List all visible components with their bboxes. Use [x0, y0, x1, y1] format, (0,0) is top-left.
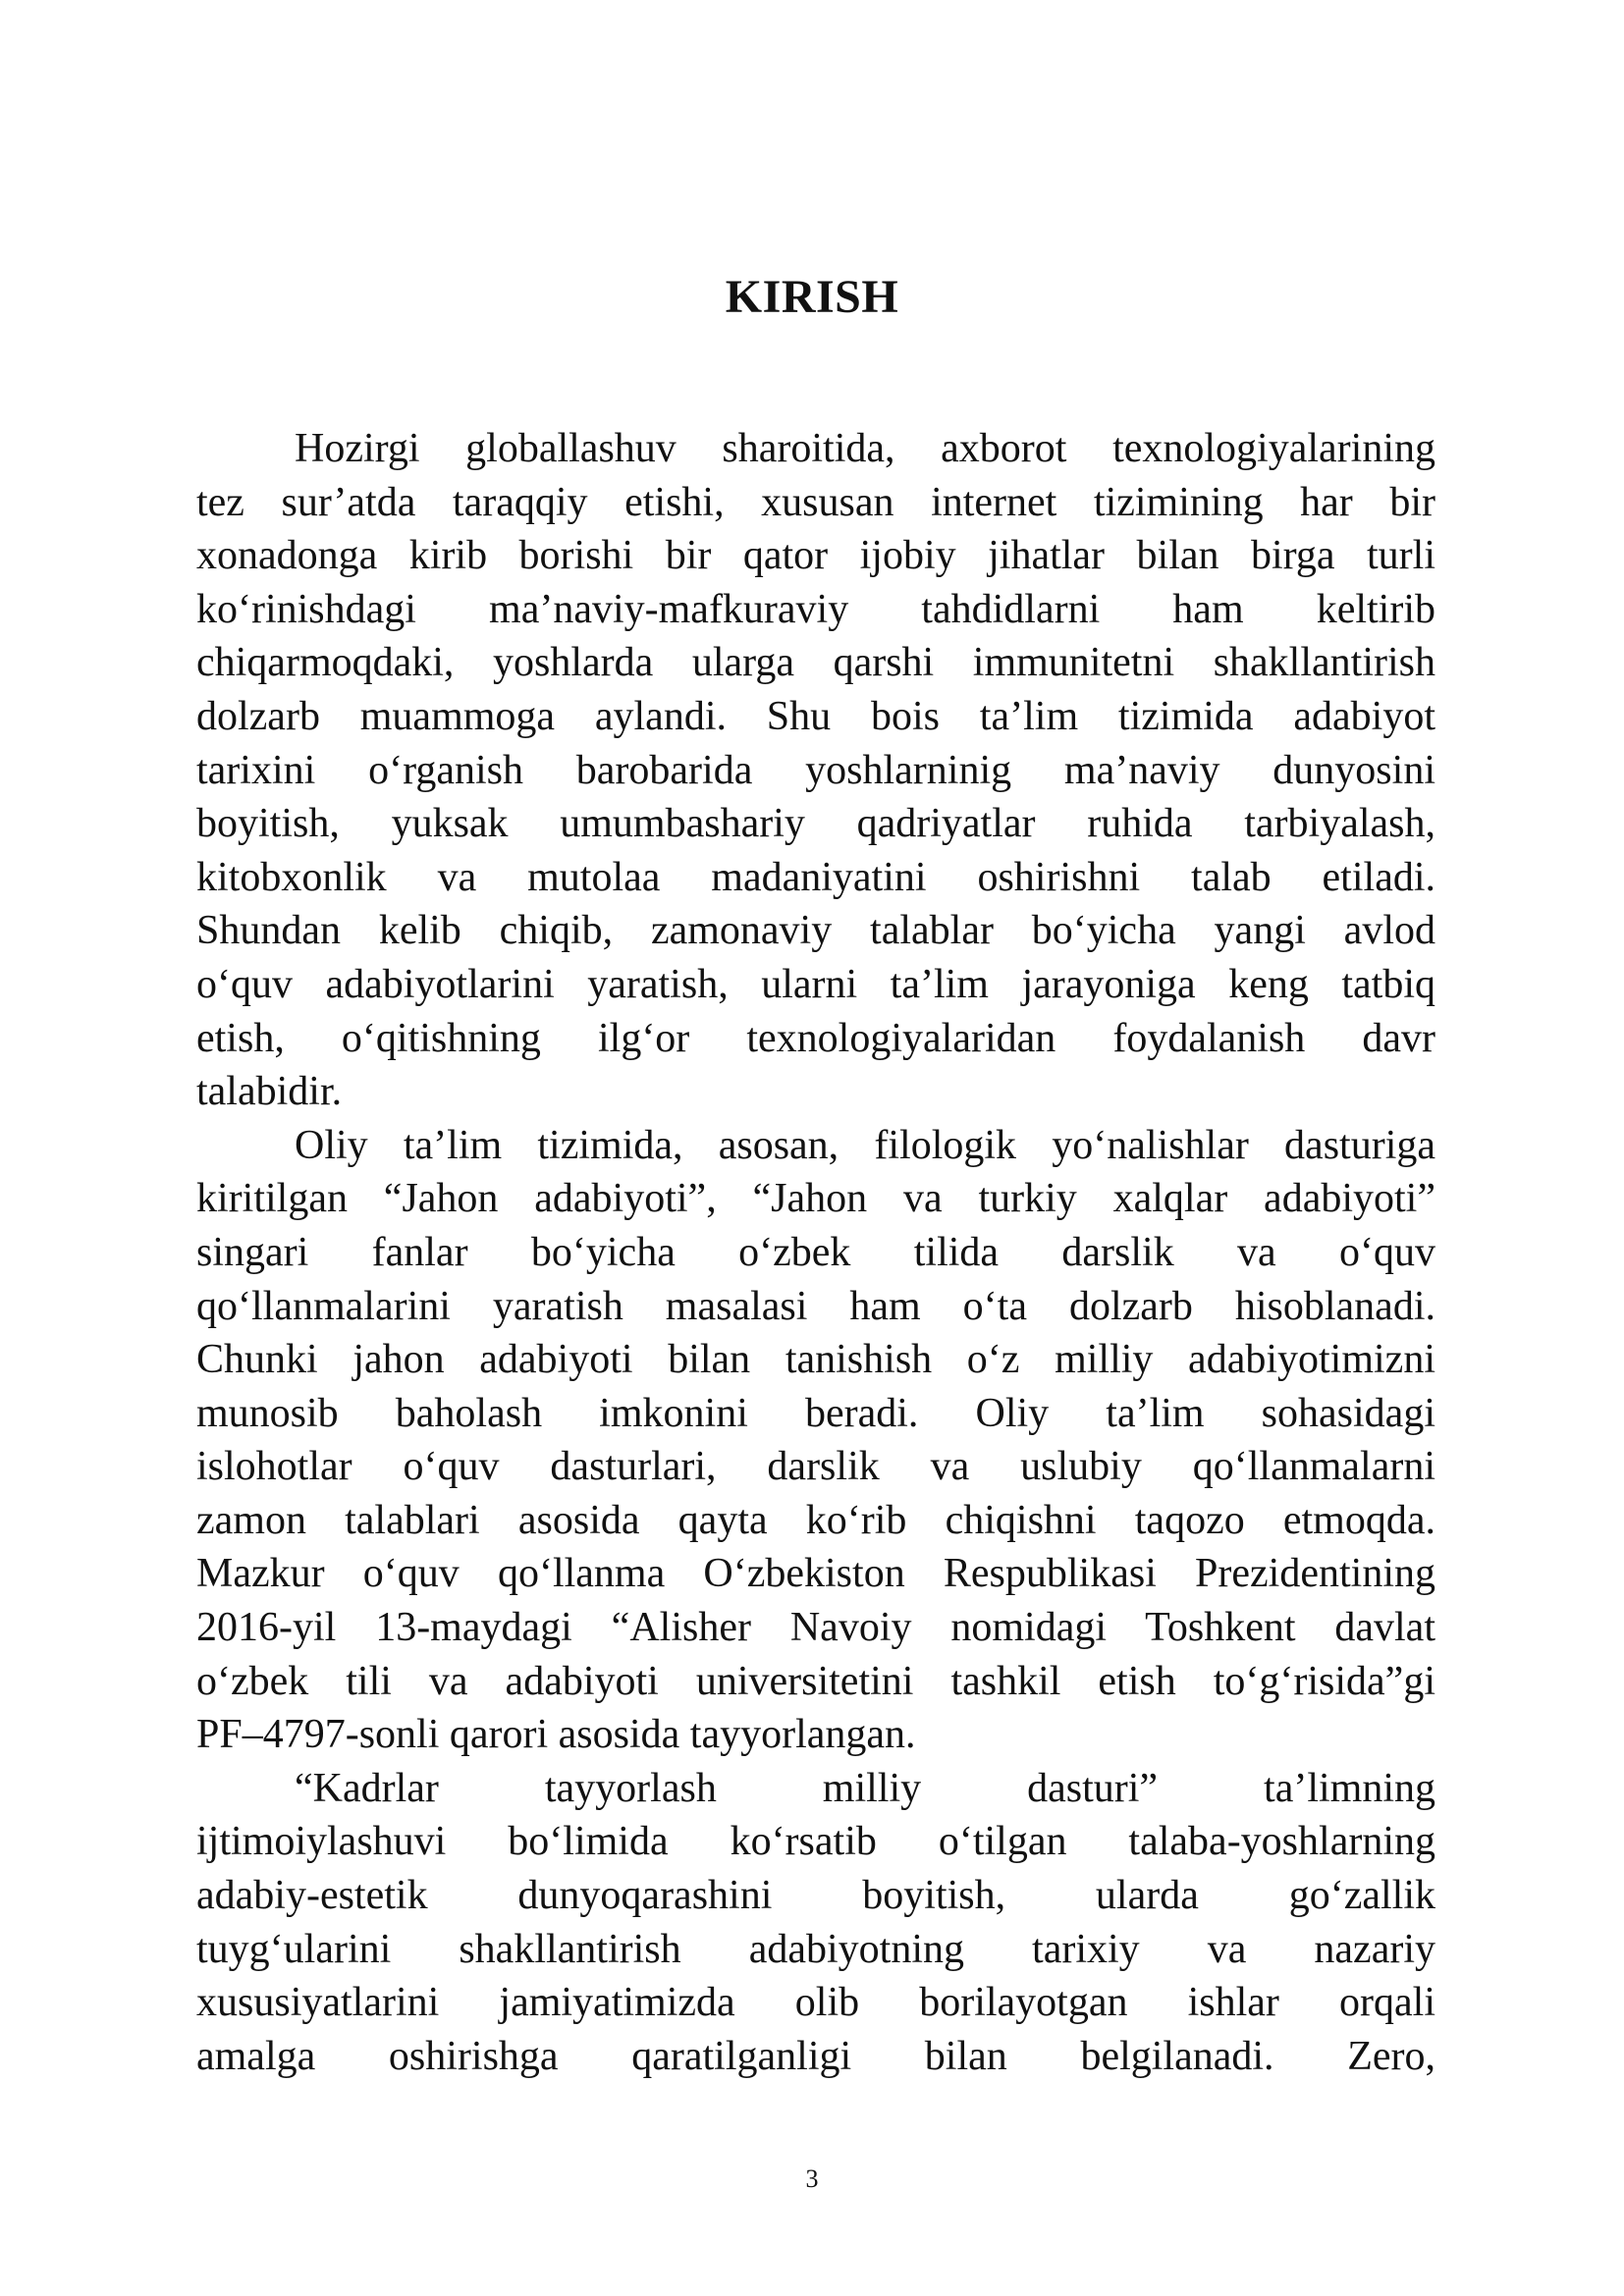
text-line: tarixini o‘rganish barobarida yoshlarninig ma’naviy dunyosini [196, 747, 1435, 793]
text-line: Hozirgi globallashuv sharoitida, axborot texnologiyalarining [295, 426, 1435, 471]
text-line: kiritilgan “Jahon adabiyoti”, “Jahon va turkiy xalqlar adabiyoti” [196, 1176, 1435, 1222]
text-line: xonadonga kirib borishi bir qator ijobiy jihatlar bilan birga turli [196, 533, 1435, 579]
text-line: qo‘llanmalarini yaratish masalasi ham o‘ta dolzarb hisoblanadi. [196, 1283, 1435, 1329]
text-line: Oliy ta’lim tizimida, asosan, filologik yo‘nalishlar dasturiga [295, 1122, 1435, 1168]
text-line: o‘zbek tili va adabiyoti universitetini tashkil etish to‘g‘risida”gi [196, 1658, 1435, 1704]
text-line: munosib baholash imkonini beradi. Oliy ta’lim sohasidagi [196, 1390, 1435, 1436]
text-line: ko‘rinishdagi ma’naviy-mafkuraviy tahdidlarni ham keltirib [196, 586, 1435, 632]
page-number: 3 [805, 2164, 819, 2193]
text-line: Shundan kelib chiqib, zamonaviy talablar bo‘yicha yangi avlod [196, 908, 1435, 954]
text-line: boyitish, yuksak umumbashariy qadriyatlar ruhida tarbiyalash, [196, 801, 1435, 847]
body-text [196, 422, 1435, 2083]
text-line: PF–4797-sonli qarori asosida tayyorlangan. [196, 1712, 916, 1758]
text-line: singari fanlar bo‘yicha o‘zbek tilida darslik va o‘quv [196, 1229, 1435, 1275]
text-line: adabiy-estetik dunyoqarashini boyitish, ularda go‘zallik [196, 1873, 1435, 1919]
paragraph [196, 422, 1435, 1119]
paragraph [196, 1762, 1435, 2084]
page-title: KIRISH [725, 271, 899, 323]
text-line: tez sur’atda taraqqiy etishi, xususan internet tizimining har bir [196, 479, 1435, 525]
text-line: islohotlar o‘quv dasturlari, darslik va uslubiy qo‘llanmalarni [196, 1444, 1435, 1490]
text-line: o‘quv adabiyotlarini yaratish, ularni ta’lim jarayoniga keng tatbiq [196, 961, 1435, 1007]
text-line: Mazkur o‘quv qo‘llanma O‘zbekiston Respublikasi Prezidentining [196, 1551, 1435, 1597]
text-line: xususiyatlarini jamiyatimizda olib borilayotgan ishlar orqali [196, 1980, 1435, 2026]
text-line: 2016-yil 13-maydagi “Alisher Navoiy nomidagi Toshkent davlat [196, 1605, 1435, 1651]
text-line: dolzarb muammoga aylandi. Shu bois ta’lim tizimida adabiyot [196, 693, 1435, 739]
text-line: “Kadrlar tayyorlash milliy dasturi” ta’limning [295, 1765, 1435, 1811]
paragraph [196, 1119, 1435, 1762]
text-line: amalga oshirishga qaratilganligi bilan belgilanadi. Zero, [196, 2033, 1435, 2079]
text-line: etish, o‘qitishning ilg‘or texnologiyalaridan foydalanish davr [196, 1015, 1435, 1061]
text-line: chiqarmoqdaki, yoshlarda ularga qarshi immunitetni shakllantirish [196, 640, 1435, 686]
text-line: zamon talablari asosida qayta ko‘rib chiqishni taqozo etmoqda. [196, 1497, 1435, 1543]
text-line: Chunki jahon adabiyoti bilan tanishish o‘z milliy adabiyotimizni [196, 1337, 1435, 1383]
text-line: kitobxonlik va mutolaa madaniyatini oshirishni talab etiladi. [196, 854, 1435, 900]
text-line: tuyg‘ularini shakllantirish adabiyotning tarixiy va nazariy [196, 1926, 1435, 1972]
text-line: talabidir. [196, 1069, 343, 1115]
text-line: ijtimoiylashuvi bo‘limida ko‘rsatib o‘tilgan talaba-yoshlarning [196, 1819, 1435, 1865]
